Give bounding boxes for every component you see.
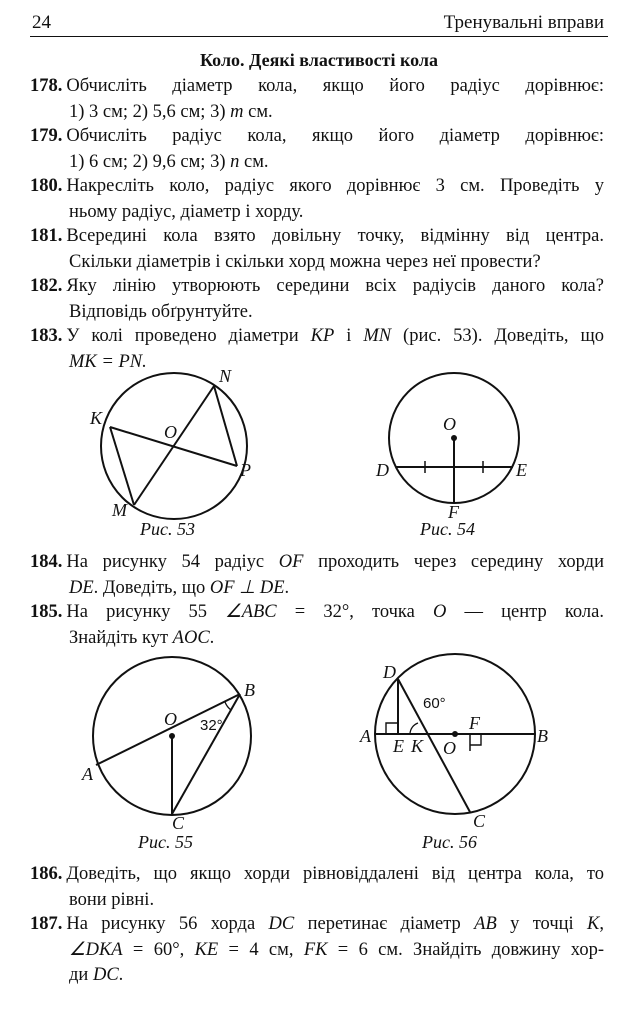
- figure-54: [372, 366, 542, 526]
- exercise-178: 178. Обчисліть діаметр кола, якщо його радіус дорівнює: 1) 3 см; 2) 5,6 см; 3) m см.: [30, 76, 604, 122]
- caption-fig-55: Рис. 55: [138, 832, 193, 852]
- label-b: B: [537, 726, 548, 746]
- label-d: D: [376, 460, 389, 480]
- exercise-183: 183. У колі проведено діаметри KP і MN (рис. 53). Доведіть, що MK = PN.: [30, 326, 605, 372]
- figure-53: [92, 364, 272, 529]
- label-angle-32: 32°: [200, 717, 223, 734]
- figure-56: [350, 650, 560, 835]
- label-m: M: [112, 500, 127, 520]
- exercise-number: 185.: [30, 602, 63, 622]
- exercise-number: 183.: [30, 326, 63, 346]
- exercise-number: 179.: [30, 126, 63, 146]
- exercise-180: 180. Накресліть коло, радіус якого дорівнює 3 см. Проведіть у ньому радіус, діаметр і хорду.: [30, 176, 604, 222]
- label-a: A: [360, 726, 371, 746]
- label-k: K: [411, 736, 424, 756]
- caption-fig-53: Рис. 53: [140, 519, 195, 539]
- label-f: F: [469, 713, 480, 733]
- section-title: Коло. Деякі властивості кола: [200, 50, 438, 70]
- exercise-187: 187. На рисунку 56 хорда DC перетинає діаметр AB у точці K, ∠DKA = 60°, KE = 4 см, FK = 6 см. Знайдіть довжину хор- ди DC.: [30, 914, 604, 985]
- label-n: N: [219, 366, 232, 386]
- exercise-number: 178.: [30, 76, 63, 96]
- caption-fig-54: Рис. 54: [420, 519, 475, 539]
- label-o: O: [443, 414, 456, 434]
- exercise-185: 185. На рисунку 55 ∠ABC = 32°, точка O — центр кола. Знайдіть кут AOC.: [30, 602, 604, 648]
- exercise-179: 179. Обчисліть радіус кола, якщо його діаметр дорівнює: 1) 6 см; 2) 9,6 см; 3) n см.: [30, 126, 604, 172]
- label-c: C: [172, 813, 185, 833]
- exercise-number: 180.: [30, 176, 63, 196]
- exercise-number: 184.: [30, 552, 63, 572]
- exercise-number: 186.: [30, 864, 63, 884]
- label-angle-60: 60°: [423, 695, 446, 712]
- label-e: E: [393, 736, 404, 756]
- label-p: P: [240, 460, 251, 480]
- page-header: [30, 6, 608, 37]
- label-k: K: [90, 408, 103, 428]
- figure-55: [76, 652, 266, 837]
- label-c: C: [473, 811, 486, 831]
- label-o: O: [443, 738, 456, 758]
- label-o: O: [164, 709, 177, 729]
- running-title: Тренувальні вправи: [443, 12, 604, 33]
- label-o: O: [164, 422, 177, 442]
- label-a: A: [82, 764, 93, 784]
- exercise-number: 181.: [30, 226, 63, 246]
- exercise-184: 184. На рисунку 54 радіус OF проходить через середину хорди DE. Доведіть, що OF ⊥ DE.: [30, 552, 604, 598]
- label-e: E: [516, 460, 527, 480]
- exercise-181: 181. Всередині кола взято довільну точку, відмінну від центра. Скільки діаметрів і скільки хорд можна через неї провести?: [30, 226, 604, 272]
- label-f: F: [448, 502, 459, 522]
- exercise-number: 182.: [30, 276, 63, 296]
- exercise-number: 187.: [30, 914, 63, 934]
- label-d: D: [383, 662, 396, 682]
- caption-fig-56: Рис. 56: [422, 832, 477, 852]
- exercise-182: 182. Яку лінію утворюють середини всіх радіусів даного кола? Відповідь обґрунтуйте.: [30, 276, 604, 322]
- page-number: 24: [32, 12, 51, 33]
- label-b: B: [244, 680, 255, 700]
- exercise-186: 186. Доведіть, що якщо хорди рівновіддалені від центра кола, то вони рівні.: [30, 864, 604, 910]
